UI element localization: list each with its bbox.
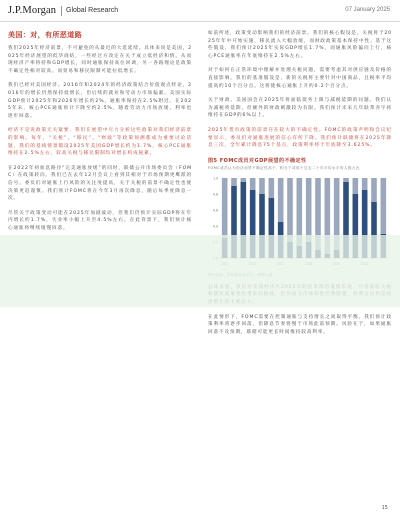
body-paragraph: 在此情形下，FOMC需要在控制通胀与支持增长之间取得平衡。我们预计政策利率将逐步回落，但降息节奏将慢于市场此前预期。风险在于，如果通胀回落不及预期，联储可能更长时间维持较高利率。 — [208, 314, 392, 335]
y-tick-label: 1.0 — [213, 176, 218, 181]
body-paragraph: 在2022年初加息路径“完美通胀放缓”的同时，联储公开市场委员会（FOMC）在政策转向。我们已在去年12月会议上看到其相对于市场预期更鹰派的信号。委员们对通胀上行风险的关注度提高，关于关税的前景不确定性也使决策更趋谨慎。我们预计FOMC将在今年3月再次降息，随后每季度降息一次。 — [8, 165, 192, 202]
chart-bar — [371, 178, 377, 202]
section-heading: 美国：对，有所恶道路 — [8, 31, 82, 39]
y-tick-label: 0.4 — [213, 224, 218, 229]
body-paragraph: 如前所述，政策变动影响我们的经济前景。我们的核心假设是，关税将于2025年年中开始实施，移民流入大幅放缓，而财政政策基本保持中性。基于这些假设，我们预计2025年实际GDP增长1.7%，而通胀风险偏向上行，核心PCE通胀率在年底维持在2.5%左右。 — [208, 31, 392, 59]
header-divider — [61, 6, 62, 16]
body-paragraph: 2025年货币政策的前景存在较大的不确定性。FOMC的政策声明和会议纪要显示，委员们对通胀进展的信心有所下降。我们预计联储将在2025年降息三次，全年累计降息75个基点，政策利率将于年底降至3.625%。 — [208, 127, 392, 149]
right-paragraphs — [208, 30, 392, 150]
chart-title: 图5 FOMC成员对GDP展望的不确定性 — [208, 157, 307, 164]
chart-bar — [306, 178, 312, 242]
body-paragraph: 尽管关于政策变动可能在2025年加剧波动，但我们仍预计实际GDP将在年内增长约1.7%，失业率小幅上升至4.5%左右。在此背景下，我们预计核心通胀将继续缓慢回落。 — [8, 210, 192, 231]
chart-bar — [222, 178, 228, 238]
left-column — [8, 30, 192, 239]
chart-bar — [278, 178, 284, 222]
y-tick-label: 0.6 — [213, 208, 218, 213]
chart-bar — [287, 178, 293, 242]
report-date: 07 January 2025 — [345, 7, 390, 13]
section-title: Global Research — [66, 7, 119, 14]
body-paragraph: 经济不是说政策无关紧要，我们在展望中尽力分析这些政策对我们经济前景的影响。每年，“关税”、“移民”、“财政”等政策预测都成为重要讨论话题，我们的基线情景假设2025年美国GDP增长约为1.7%，核心PCE通胀维持在2.5%左右，较高关税与移民限制均对增长构成拖累。 — [8, 128, 192, 157]
body-paragraph: 关于财政，美国国会在2025年将面临债务上限与减税延期的问题。我们认为减税将延期，但额外的财政刺激较为有限。我们预计未来几年联邦赤字将维持在GDP的6%以上。 — [208, 98, 392, 119]
highlight-overlay — [0, 235, 400, 307]
report-header — [0, 0, 400, 22]
left-paragraphs — [8, 45, 192, 232]
chart-bar — [362, 178, 368, 190]
chart-bar — [343, 178, 349, 182]
chart-bar — [231, 178, 237, 186]
body-paragraph: 我们2025年经济前景，不可避免的从最近的大选延续。具体来说是美国，2025年经济展望的低华商结，一些经过方改定在关于成立低经济和情。从而现经济产率将持和GDP增长，同时通胀保持高位回调，另一各路理论是政策不确定性相对较高。而贸易和移民限制可能拉低增长。 — [8, 46, 192, 74]
chart-bar — [269, 178, 275, 198]
chart-bar — [353, 178, 359, 194]
chart-subtitle: FOMC成员认为经济前景不确定性高于、相当于或低于过去二十年平均水平的人数占比 — [208, 165, 360, 170]
y-tick-label: 0.8 — [213, 192, 218, 197]
chart-bar — [241, 178, 247, 182]
body-paragraph: 对于如何在正常环境中理解并处理关税问题，需要考虑其对供应链及价格的直接影响。我们的基准假设是，新的关税将主要针对中国商品，且税率平均提高约10个百分点。这将使核心通胀上升约0.2个百分点。 — [208, 68, 392, 89]
chart-bar — [259, 178, 265, 194]
chart-bar — [250, 178, 256, 190]
brand-logo: J.P.Morgan — [8, 5, 57, 16]
page-number: 15 — [381, 505, 388, 511]
body-paragraph: 我们已经对美国经济。2016年和2024年的经济政策结合价值观点经论，2016年的增长仍然保持低增长，但后续的就业和劳动力市场偏紧。美国实际GDP预计2025年和2026年增长约2%，通胀率保持在2.5%附近。在2025年末，核心PCE通胀预计下降至约2.5%，随着劳动力市场放缓，利率也逐步回落。 — [8, 83, 192, 119]
chart-bar — [381, 178, 387, 234]
